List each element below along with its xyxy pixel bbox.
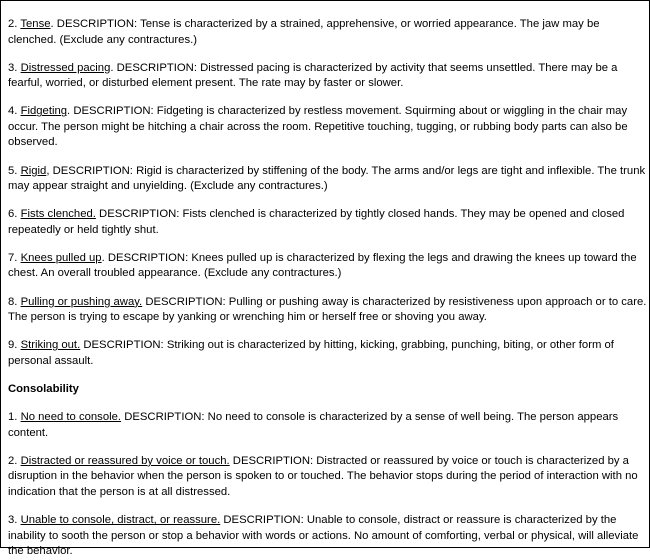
list-item [8,295,648,326]
list-item [8,104,648,151]
list-item [8,251,648,282]
item-description: DESCRIPTION: Distracted or reassured by voice or touch is characterized by a disruption in the behavior when the person is spoken to or touched. The behavior stops during the period of interaction with no indication that the person is at all distressed. [8,454,638,498]
item-term: Fists clenched. [20,208,96,221]
item-number: 2. [8,18,18,30]
list-item [8,410,648,441]
item-number: 3. [8,514,18,527]
section-heading: Consolability [8,383,79,395]
list-item [8,17,648,48]
item-term: Rigid [20,164,47,177]
item-description: DESCRIPTION: Pulling or pushing away is characterized by resistiveness upon approach or to care. The person is trying to escape by yanking or wrenching him or herself free or shoving you away. [8,295,647,324]
item-description: . DESCRIPTION: Knees pulled up is characterized by flexing the legs and drawing the knees up toward the chest. An overall troubled appearance. (Exclude any contractures.) [8,251,637,280]
item-description: DESCRIPTION: Fists clenched is characterized by tightly closed hands. They may be opened and closed repeatedly or held tightly shut. [8,208,625,236]
item-number: 8. [8,295,18,308]
item-number: 5. [8,164,18,177]
item-term: Unable to console, distract, or reassure. [20,514,221,527]
item-description: . DESCRIPTION: Tense is characterized by a strained, apprehensive, or worried appearance. The jaw may be clenched. (Exclude any contractures.) [8,18,600,46]
item-description: . DESCRIPTION: Distressed pacing is characterized by activity that seems unsettled. There may be a fearful, worried, or disturbed element present. The rate may by faster or slower. [8,61,618,90]
list-item [8,207,648,238]
list-item [8,61,648,92]
list-item [8,454,648,501]
item-term: Knees pulled up [20,251,102,264]
list-item [8,338,648,369]
item-description: . DESCRIPTION: Fidgeting is characterized by restless movement. Squirming about or wiggling in the chair may occur. The person might be hitching a chair across the room. Repetitive touching, tugging, or rubbing body parts can also be observed. [8,105,628,149]
list-item [8,513,648,560]
item-term: Fidgeting [20,105,68,118]
item-term: Distracted or reassured by voice or touch. [20,454,230,467]
list-item [8,164,648,195]
item-term: Pulling or pushing away. [20,295,143,308]
item-term: Distressed pacing [20,61,111,74]
item-description: DESCRIPTION: Striking out is characterized by hitting, kicking, grabbing, punching, biting, or other form of personal assault. [8,339,614,367]
item-term: Striking out. [20,339,81,352]
item-description: , DESCRIPTION: Rigid is characterized by stiffening of the body. The arms and/or legs are tight and inflexible. The trunk may appear straight and unyielding. (Exclude any contractures.) [8,164,646,193]
item-term: No need to console. [20,411,122,424]
item-number: 9. [8,339,18,352]
document-body [8,17,648,560]
item-number: 2. [8,454,18,467]
item-description: DESCRIPTION: Unable to console, distract or reassure is characterized by the inability to sooth the person or stop a behavior with words or actions. No amount of comforting, verbal or physical, will alleviate the behavior. [8,514,639,558]
item-number: 3. [8,61,18,74]
item-number: 7. [8,251,18,264]
item-description: DESCRIPTION: No need to console is characterized by a sense of well being. The person appears content. [8,411,619,439]
item-term: Tense [20,18,51,30]
item-number: 6. [8,208,18,221]
item-number: 1. [8,411,18,424]
item-number: 4. [8,105,18,118]
